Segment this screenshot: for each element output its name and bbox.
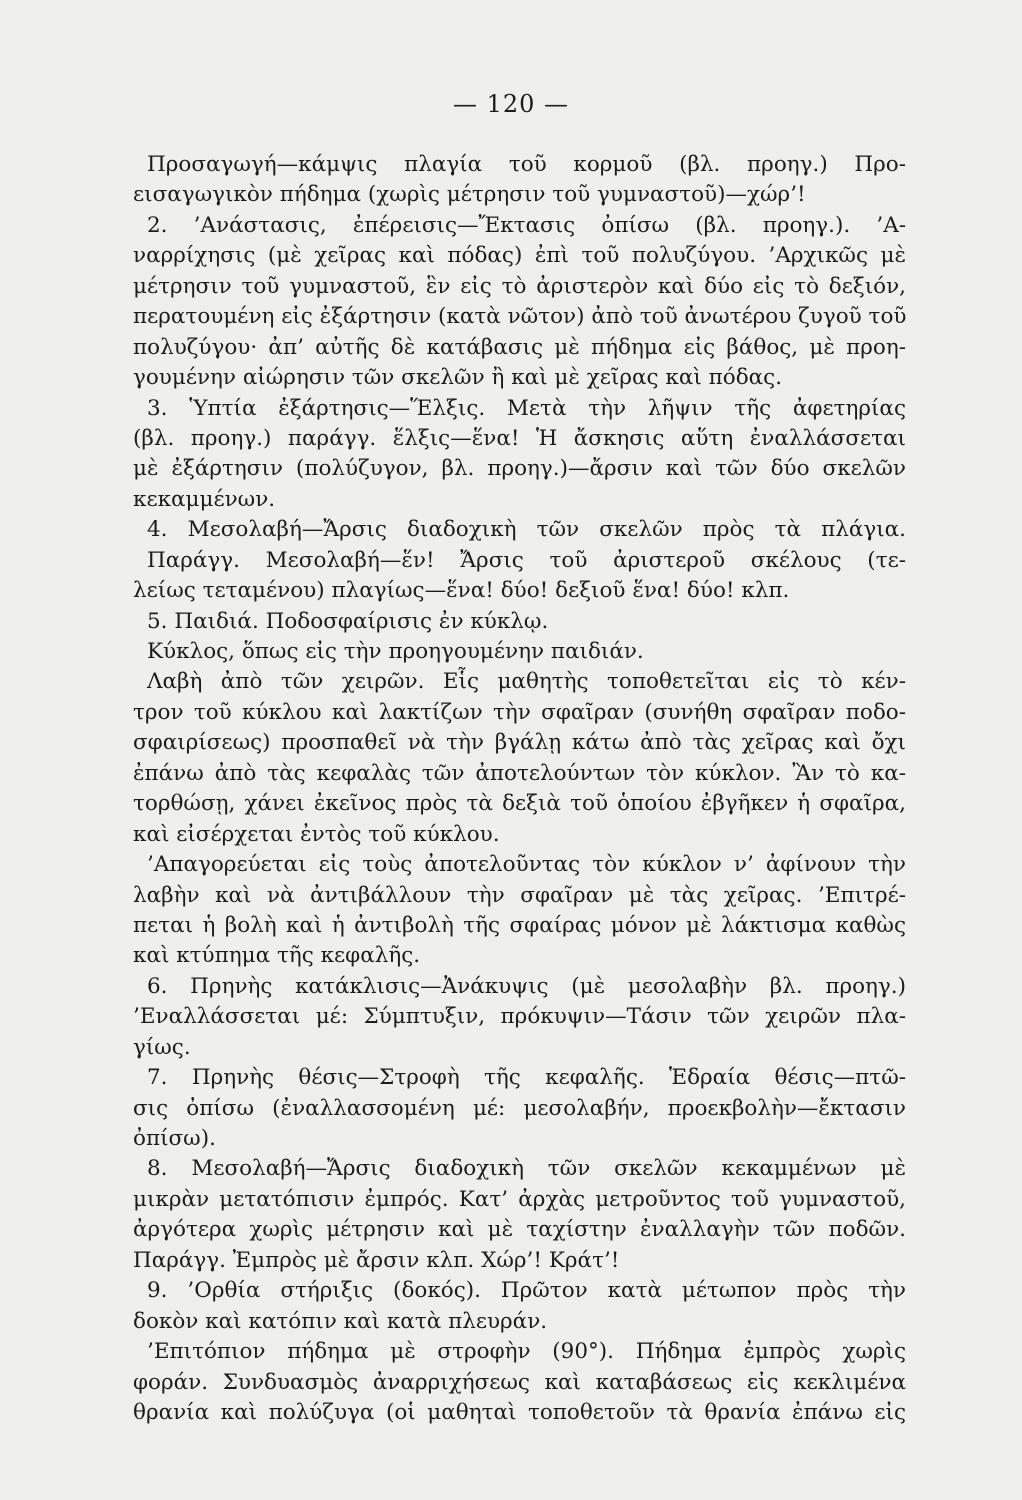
- text-line: καὶ κτύπημα τῆς κεφαλῆς.: [133, 943, 421, 969]
- text-line: δοκὸν καὶ κατόπιν καὶ κατὰ πλευράν.: [133, 1308, 548, 1334]
- page-number: — 120 —: [452, 90, 570, 118]
- text-line: λαβὴν καὶ νὰ ἀντιβάλλουν τὴν σφαῖραν μὲ τὰς χεῖρας. ’Επιτρέ-: [133, 882, 906, 908]
- text-line: σφαιρίσεως) προσπαθεῖ νὰ τὴν βγάλῃ κάτω ἀπὸ τὰς χεῖρας καὶ ὄχι: [133, 730, 906, 756]
- text-line: τορθώσῃ, χάνει ἐκεῖνος πρὸς τὰ δεξιὰ τοῦ ὁποίου ἐβγῆκεν ἡ σφαῖρα,: [133, 791, 906, 817]
- text-line: 7. Πρηνὴς θέσις—Στροφὴ τῆς κεφαλῆς. Ἑδραία θέσις—πτῶ-: [147, 1065, 906, 1091]
- text-line: θρανία καὶ πολύζυγα (οἱ μαθηταὶ τοποθετοῦν τὰ θρανία ἐπάνω εἰς: [133, 1399, 906, 1425]
- text-line: 3. Ὑπτία ἐξάρτησις—Ἕλξις. Μετὰ τὴν λῆψιν τῆς ἀφετηρίας: [147, 395, 906, 421]
- text-line: κεκαμμένων.: [133, 486, 276, 512]
- text-line: γουμένην αἰώρησιν τῶν σκελῶν ἢ καὶ μὲ χεῖρας καὶ πόδας.: [133, 365, 783, 391]
- text-line: ἀργότερα χωρὶς μέτρησιν καὶ μὲ ταχίστην ἐναλλαγὴν τῶν ποδῶν.: [133, 1217, 906, 1243]
- text-line: σις ὀπίσω (ἐναλλασσομένη μέ: μεσολαβήν, προεκβολὴν—ἔκτασιν: [133, 1095, 906, 1121]
- text-line: ἐπάνω ἀπὸ τὰς κεφαλὰς τῶν ἀποτελούντων τὸν κύκλον. Ἂν τὸ κα-: [133, 760, 906, 786]
- text-line: 6. Πρηνὴς κατάκλισις—Ἀνάκυψις (μὲ μεσολαβὴν βλ. προηγ.): [147, 973, 906, 999]
- text-line: καὶ εἰσέρχεται ἐντὸς τοῦ κύκλου.: [133, 821, 500, 847]
- text-line: μὲ ἐξάρτησιν (πολύζυγον, βλ. προηγ.)—ἄρσιν καὶ τῶν δύο σκελῶν: [133, 456, 906, 482]
- body-text: [133, 150, 906, 1428]
- text-line: ὀπίσω).: [133, 1126, 216, 1151]
- text-line: 4. Μεσολαβή—Ἄρσις διαδοχικὴ τῶν σκελῶν πρὸς τὰ πλάγια.: [147, 517, 906, 543]
- text-line: 9. ’Ορθία στήριξις (δοκός). Πρῶτον κατὰ μέτωπον πρὸς τὴν: [147, 1278, 906, 1304]
- text-line: Παράγγ. Μεσολαβή—ἕν! Ἄρσις τοῦ ἀριστεροῦ σκέλους (τε-: [147, 547, 906, 573]
- text-line: τρον τοῦ κύκλου καὶ λακτίζων τὴν σφαῖραν (συνήθη σφαῖραν ποδο-: [133, 699, 906, 725]
- text-line: 2. ’Ανάστασις, ἐπέρεισις—Ἔκτασις ὀπίσω (βλ. προηγ.). ’Α-: [147, 212, 906, 238]
- text-line: 5. Παιδιά. Ποδοσφαίρισις ἐν κύκλῳ.: [147, 608, 549, 634]
- text-line: λείως τεταμένου) πλαγίως—ἕνα! δύο! δεξιοῦ ἕνα! δύο! κλπ.: [133, 578, 790, 604]
- text-line: Λαβὴ ἀπὸ τῶν χειρῶν. Εἷς μαθητὴς τοποθετεῖται εἰς τὸ κέν-: [147, 669, 906, 695]
- text-line: πολυζύγου· ἀπ’ αὐτῆς δὲ κατάβασις μὲ πήδημα εἰς βάθος, μὲ προη-: [133, 334, 906, 360]
- text-line: γίως.: [133, 1034, 191, 1060]
- text-line: περατουμένη εἰς ἐξάρτησιν (κατὰ νῶτον) ἀπὸ τοῦ ἀνωτέρου ζυγοῦ τοῦ: [133, 304, 906, 330]
- text-line: ’Απαγορεύεται εἰς τοὺς ἀποτελοῦντας τὸν κύκλον ν’ ἀφίνουν τὴν: [147, 852, 906, 878]
- text-line: ’Επιτόπιον πήδημα μὲ στροφὴν (90°). Πήδημα ἐμπρὸς χωρὶς: [147, 1339, 906, 1365]
- text-line: Προσαγωγή—κάμψις πλαγία τοῦ κορμοῦ (βλ. προηγ.) Προ-: [147, 152, 906, 177]
- text-line: Κύκλος, ὅπως εἰς τὴν προηγουμένην παιδιάν.: [147, 639, 644, 664]
- text-line: Παράγγ. Ἐμπρὸς μὲ ἄρσιν κλπ. Χώρ’! Κράτ’!: [133, 1247, 620, 1273]
- text-line: 8. Μεσολαβή—Ἄρσις διαδοχικὴ τῶν σκελῶν κεκαμμένων μὲ: [147, 1156, 906, 1182]
- text-line: ναρρίχησις (μὲ χεῖρας καὶ πόδας) ἐπὶ τοῦ πολυζύγου. ’Αρχικῶς μὲ: [133, 243, 906, 269]
- text-line: (βλ. προηγ.) παράγγ. ἕλξις—ἕνα! Ἡ ἄσκησις αὕτη ἐναλλάσσεται: [133, 425, 906, 451]
- text-line: εισαγωγικὸν πήδημα (χωρὶς μέτρησιν τοῦ γυμναστοῦ)—χώρ’!: [133, 182, 806, 208]
- text-line: πεται ἡ βολὴ καὶ ἡ ἀντιβολὴ τῆς σφαίρας μόνον μὲ λάκτισμα καθὼς: [133, 912, 906, 938]
- text-line: ’Εναλλάσσεται μέ: Σύμπτυξιν, πρόκυψιν—Τάσιν τῶν χειρῶν πλα-: [133, 1004, 906, 1030]
- text-line: μικρὰν μετατόπισιν ἐμπρός. Κατ’ ἀρχὰς μετροῦντος τοῦ γυμναστοῦ,: [133, 1186, 906, 1212]
- text-line: μέτρησιν τοῦ γυμναστοῦ, ἓν εἰς τὸ ἀριστερὸν καὶ δύο εἰς τὸ δεξιόν,: [133, 273, 906, 299]
- text-line: φοράν. Συνδυασμὸς ἀναρριχήσεως καὶ καταβάσεως εἰς κεκλιμένα: [133, 1369, 906, 1395]
